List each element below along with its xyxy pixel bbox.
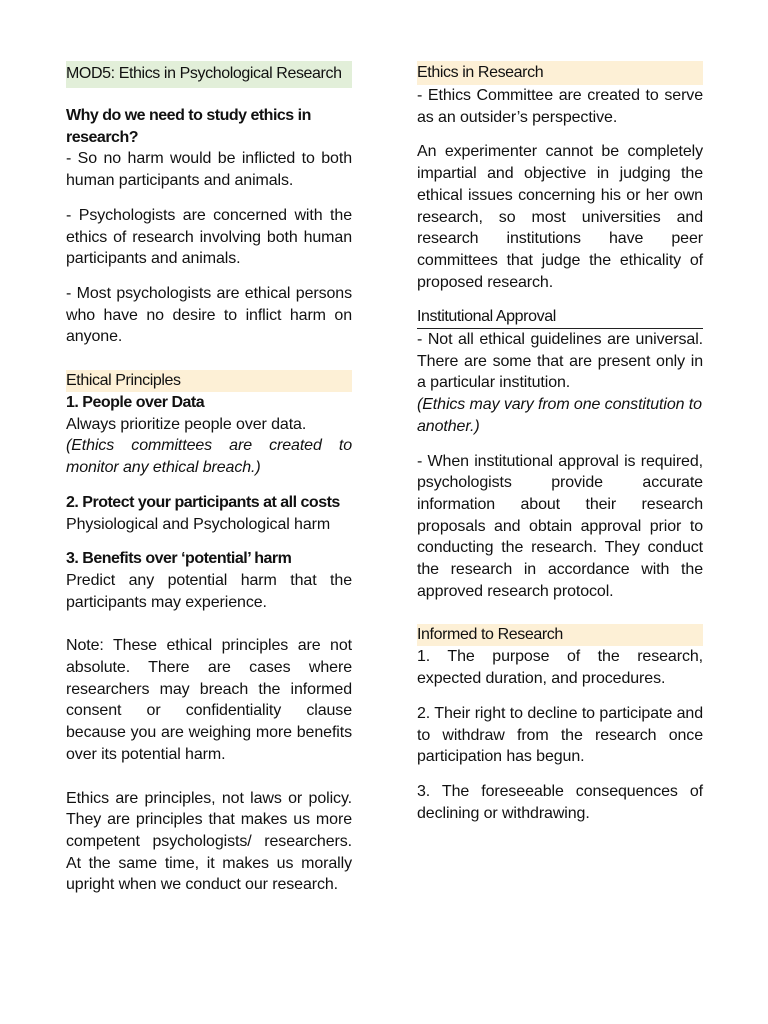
informed-item-1: 1. The purpose of the research, expected duration, and procedures.: [417, 648, 703, 688]
note-paragraph: Note: These ethical principles are not absolute. There are cases where researchers may breach the informed consent or confidentiality clause because you are weighing more benefits over its potential harm.: [66, 637, 352, 763]
institutional-approval-heading: Institutional Approval: [417, 306, 703, 329]
why-paragraph-2: - Psychologists are concerned with the ethics of research involving both human participants and animals.: [66, 206, 352, 268]
principle-2-text: Physiological and Psychological harm: [66, 515, 331, 533]
principle-3-text: Predict any potential harm that the participants may experience.: [66, 571, 352, 611]
principle-3-heading: 3. Benefits over ‘potential’ harm: [66, 550, 292, 568]
why-paragraph-1: - So no harm would be inflicted to both human participants and animals.: [66, 150, 352, 190]
principle-1-note: (Ethics committees are created to monitor any ethical breach.): [66, 437, 352, 477]
ethics-paragraph-2: An experimenter cannot be completely impartial and objective in judging the ethical issues concerning his or her own research, so most universities and research institutions have peer committees that judge the ethicality of proposed research.: [417, 143, 703, 291]
institutional-paragraph-1: - Not all ethical guidelines are universal. There are some that are present only in a particular institution.: [417, 331, 703, 392]
left-column: [66, 61, 352, 896]
informed-item-3: 3. The foreseeable consequences of declining or withdrawing.: [417, 782, 703, 822]
principles-heading: Ethical Principles: [66, 370, 352, 392]
principle-2-heading: 2. Protect your participants at all costs: [66, 493, 340, 511]
right-column: [417, 61, 703, 824]
why-paragraph-3: - Most psychologists are ethical persons who have no desire to inflict harm on anyone.: [66, 284, 352, 346]
institutional-paragraph-2: - When institutional approval is required, psychologists provide accurate information about their research proposals and obtain approval prior to conducting the research. They conduct the research in accordance with the approved research protocol.: [417, 452, 703, 600]
informed-heading: Informed to Research: [417, 624, 703, 646]
ethics-in-research-heading: Ethics in Research: [417, 61, 703, 85]
principle-1-heading: 1. People over Data: [66, 394, 205, 412]
informed-item-2: 2. Their right to decline to participate and to withdraw from the research once participation has begun.: [417, 704, 703, 766]
institutional-note: (Ethics may vary from one constitution to another.): [417, 396, 702, 435]
ethics-principles-paragraph: Ethics are principles, not laws or policy. They are principles that makes us more competent psychologists/ researchers. At the same time, it makes us morally upright when we conduct our research.: [66, 789, 352, 894]
ethics-paragraph-1: - Ethics Committee are created to serve as an outsider’s perspective.: [417, 87, 703, 126]
principle-1-text: Always prioritize people over data.: [66, 415, 307, 433]
why-heading: Why do we need to study ethics in research?: [66, 107, 311, 146]
module-title: MOD5: Ethics in Psychological Research: [66, 61, 352, 88]
